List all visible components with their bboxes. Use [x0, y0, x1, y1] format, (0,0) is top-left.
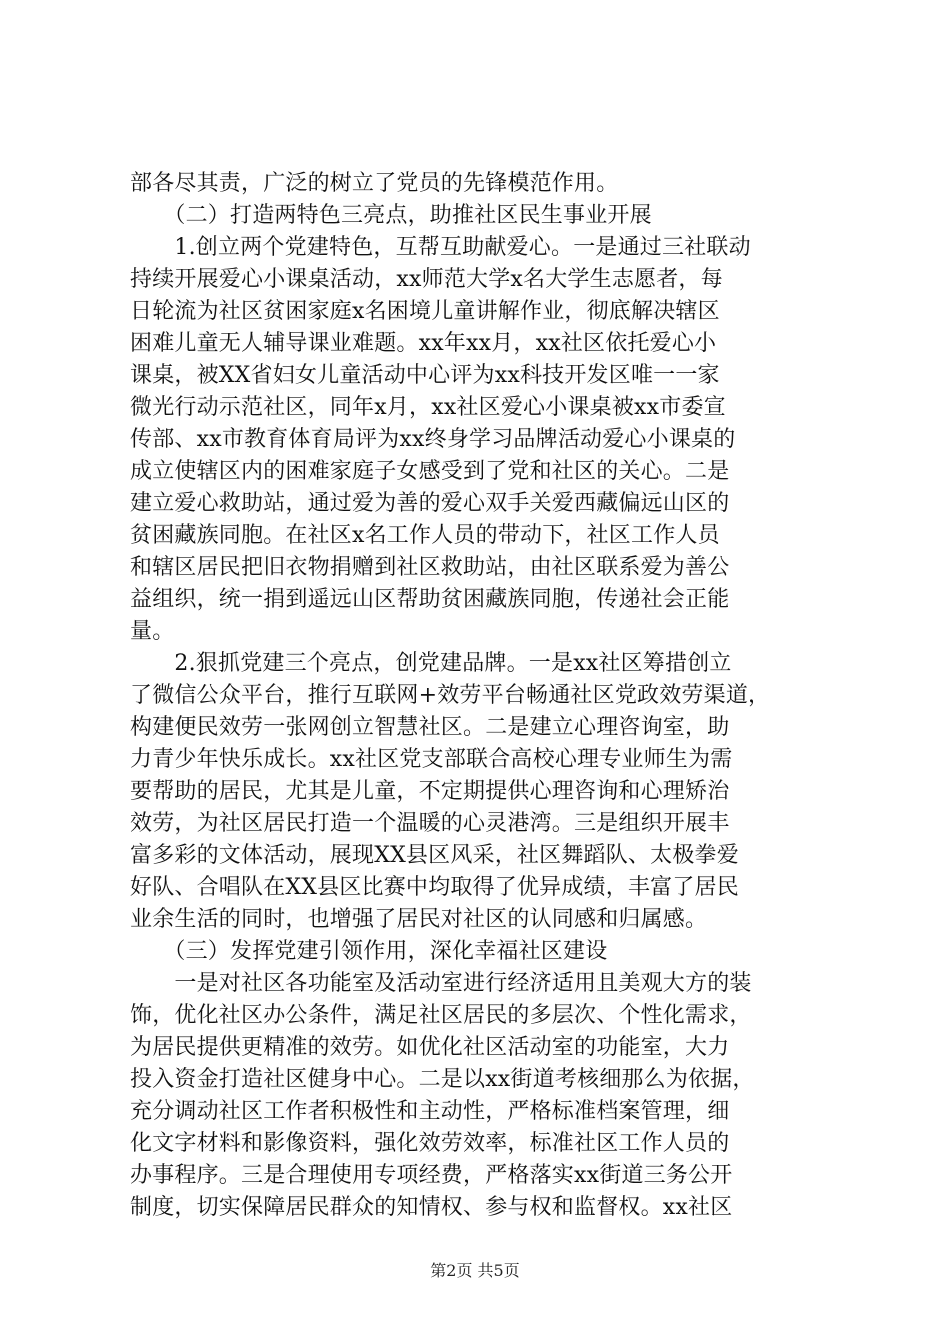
- text-line: （二）打造两特色三亮点，助推社区民生事业开展: [130, 203, 652, 228]
- text-line: 一是对社区各功能室及活动室进行经济适用且美观大方的装: [130, 971, 752, 996]
- text-line: 充分调动社区工作者积极性和主动性，严格标准档案管理，细: [130, 1099, 730, 1124]
- text-line: 构建便民效劳一张网创立智慧社区。二是建立心理咨询室，助: [130, 715, 730, 740]
- text-line: 制度，切实保障居民群众的知情权、参与权和监督权。xx社区: [130, 1195, 733, 1220]
- text-line: 2.狠抓党建三个亮点，创党建品牌。一是xx社区筹措创立: [130, 651, 732, 676]
- text-line: 微光行动示范社区，同年x月，xx社区爱心小课桌被xx市委宣: [130, 395, 726, 420]
- text-line: 了微信公众平台，推行互联网+效劳平台畅通社区党政效劳渠道，: [130, 683, 771, 708]
- text-line: 部各尽其责，广泛的树立了党员的先锋模范作用。: [130, 171, 619, 196]
- text-line: 成立使辖区内的困难家庭子女感受到了党和社区的关心。二是: [130, 459, 730, 484]
- text-line: 日轮流为社区贫困家庭x名困境儿童讲解作业，彻底解决辖区: [130, 299, 720, 324]
- text-line: 建立爱心救助站，通过爱为善的爱心双手关爱西藏偏远山区的: [130, 491, 730, 516]
- page-footer: 第2页 共5页: [430, 1261, 520, 1280]
- text-line: 效劳，为社区居民打造一个温暖的心灵港湾。三是组织开展丰: [130, 811, 730, 836]
- text-line: 为居民提供更精准的效劳。如优化社区活动室的功能室，大力: [130, 1035, 730, 1060]
- text-line: 化文字材料和影像资料，强化效劳效率，标准社区工作人员的: [130, 1131, 730, 1156]
- text-line: 办事程序。三是合理使用专项经费，严格落实xx街道三务公开: [130, 1163, 733, 1188]
- document-body: [130, 168, 830, 1224]
- text-line: 力青少年快乐成长。xx社区党支部联合高校心理专业师生为需: [130, 747, 733, 772]
- text-line: 和辖区居民把旧衣物捐赠到社区救助站，由社区联系爱为善公: [130, 555, 730, 580]
- text-line: 传部、xx市教育体育局评为xx终身学习品牌活动爱心小课桌的: [130, 427, 736, 452]
- text-line: 饰，优化社区办公条件，满足社区居民的多层次、个性化需求，: [130, 1003, 752, 1028]
- text-line: 持续开展爱心小课桌活动，xx师范大学x名大学生志愿者，每: [130, 267, 723, 292]
- text-line: 业余生活的同时，也增强了居民对社区的认同感和归属感。: [130, 907, 708, 932]
- text-line: 课桌，被XX省妇女儿童活动中心评为xx科技开发区唯一一家: [130, 363, 720, 388]
- text-line: 要帮助的居民，尤其是儿童，不定期提供心理咨询和心理矫治: [130, 779, 730, 804]
- text-line: 贫困藏族同胞。在社区x名工作人员的带动下，社区工作人员: [130, 523, 720, 548]
- text-line: 1.创立两个党建特色，互帮互助献爱心。一是通过三社联动: [130, 235, 751, 260]
- text-line: 投入资金打造社区健身中心。二是以xx街道考核细那么为依据，: [130, 1067, 755, 1092]
- text-line: 益组织，统一捐到遥远山区帮助贫困藏族同胞，传递社会正能: [130, 587, 730, 612]
- text-line: 困难儿童无人辅导课业难题。xx年xx月，xx社区依托爱心小: [130, 331, 717, 356]
- text-line: 好队、合唱队在XX县区比赛中均取得了优异成绩，丰富了居民: [130, 875, 739, 900]
- text-line: 量。: [130, 619, 175, 644]
- text-line: （三）发挥党建引领作用，深化幸福社区建设: [130, 939, 608, 964]
- text-line: 富多彩的文体活动，展现XX县区风采，社区舞蹈队、太极拳爱: [130, 843, 739, 868]
